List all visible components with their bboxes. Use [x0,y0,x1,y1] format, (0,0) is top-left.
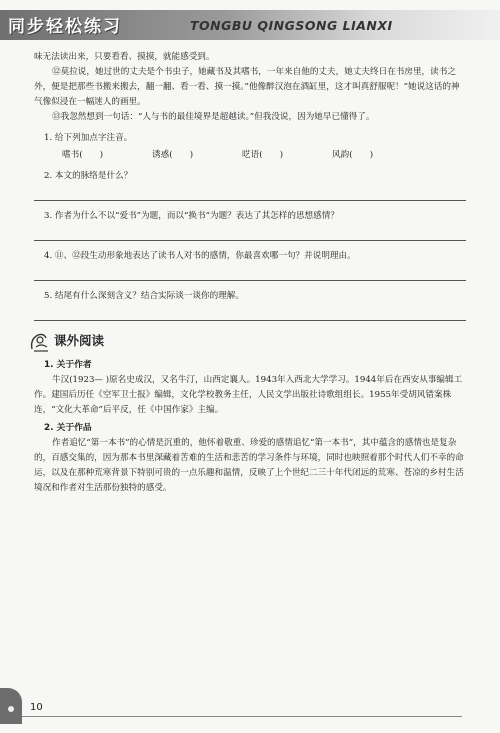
header-title: 同步轻松练习 [8,17,122,37]
paragraph-12: ⑫莫拉说，她过世的丈夫是个书虫子，她藏书及其嗜书，一年来自他的丈夫，她丈夫终日在书房里，读书之外，便是把那些书搬来搬去，翻一翻、看一看、摸一摸。”他像醉汉泡在酒缸里，这才叫真舒服呢！”她说这话的神气像似浸在一幅迷人的画里。 [34,67,460,107]
extra-reading-title: 课外阅读 [54,333,105,348]
author-text: 牛汉(1923— )原名史成汉，又名牛汀，山西定襄人。1943年入西北大学学习。1944年后在西安从事编辑工作。建国后历任《空军卫士报》编辑，文化学校教务主任，人民文学出版社诗歌组组长。1955年受胡风错案株连，“文化大革命”后平反，任《中国作家》主编。 [34,375,463,415]
work-text: 作者追忆“第一本书”的心情是沉重的，他怀着敬重、珍爱的感情追忆“第一本书”，其中蕴含的感情也是复杂的，百感交集的，因为那本书里深藏着苦难的生活和悲苦的学习条件与环境，同时也映照着那个时代人们不幸的命运，以及在那种荒寒背景下特别可贵的一点乐趣和温情，反映了上个世纪二三十年代闭远的荒寒、苍凉的乡村生活境况和作者对生活那份独特的感受。 [34,438,464,493]
extra-reading-heading [34,329,466,355]
pinyin-item[interactable]: 风韵( ) [332,150,374,160]
question-2: 2. 本文的脉络是什么？ [44,171,133,181]
question-3: 3. 作者为什么不以“爱书”为题，而以“换书”为题？表达了其怎样的思想感情？ [44,211,339,221]
answer-line[interactable] [34,308,466,321]
header-pinyin: TONGBU QINGSONG LIANXI [190,18,393,33]
footer-rule [22,716,462,717]
about-work-heading: 2. 关于作品 [44,423,92,433]
page-content [34,50,466,496]
pinyin-item[interactable]: 嗜书( ) [62,150,104,160]
pinyin-item[interactable]: 诱惑( ) [152,150,194,160]
book-reader-icon [28,329,54,355]
question-5: 5. 结尾有什么深刻含义？结合实际谈一谈你的理解。 [44,291,244,301]
paragraph-13: ⑬我忽然想到一句话：“人与书的最佳境界是超越读。”但我没说，因为她早已懂得了。 [52,112,375,122]
pinyin-item[interactable]: 呓语( ) [242,150,284,160]
answer-line[interactable] [34,188,466,201]
answer-line[interactable] [34,268,466,281]
question-1: 1. 给下列加点字注音。 [44,133,133,143]
page-header [0,0,500,46]
answer-line[interactable] [34,228,466,241]
badge-dot [8,706,14,712]
about-author-heading: 1. 关于作者 [44,360,92,370]
question-4: 4. ⑪、⑫段生动形象地表达了读书人对书的感情，你最喜欢哪一句？并说明理由。 [44,251,356,261]
intro-line: 味无法读出来，只要看看、摸摸，就能感受到。 [34,52,215,62]
pinyin-items [62,148,466,163]
page-number: 10 [30,702,43,713]
